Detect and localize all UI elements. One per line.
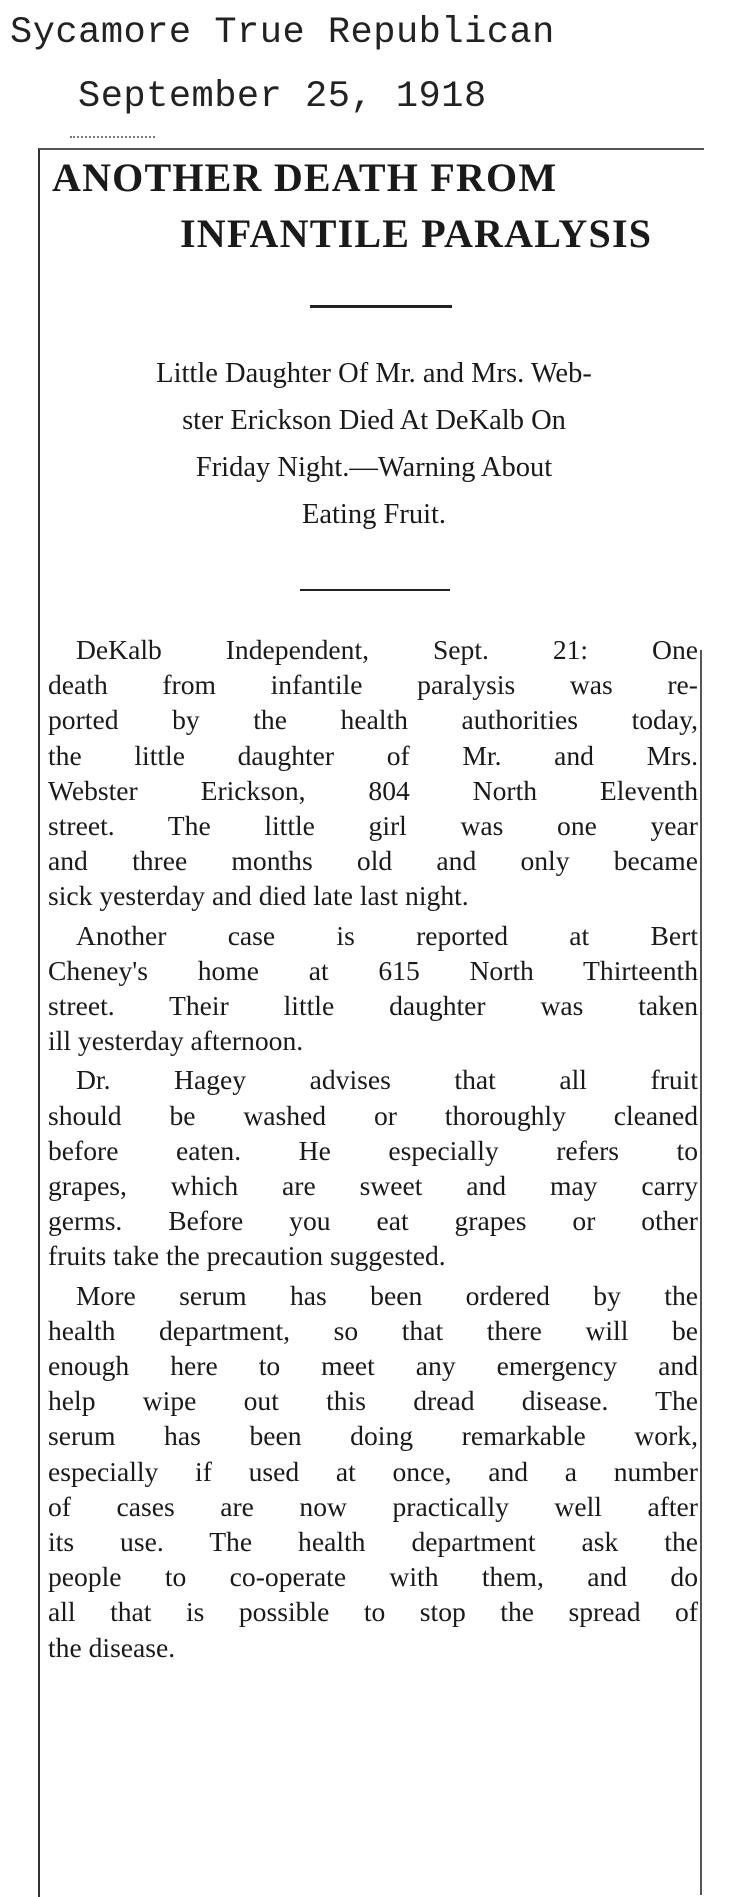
body-line: sick yesterday and died late last night. (48, 880, 469, 912)
body-line: Cheney's home at 615 North Thirteenth (48, 954, 698, 986)
body-line: before eaten. He especially refers to (48, 1134, 698, 1166)
body-line: of cases are now practically well after (48, 1490, 698, 1522)
subhead-rule (300, 589, 450, 591)
clipping-border-right (700, 650, 702, 1895)
body-line: germs. Before you eat grapes or other (48, 1205, 698, 1237)
paragraph-1 (48, 632, 698, 914)
headline-line-2: INFANTILE PARALYSIS (180, 211, 653, 256)
body-line: Another case is reported at Bert (76, 919, 698, 951)
article-headline (52, 150, 712, 262)
body-line: health department, so that there will be (48, 1314, 698, 1346)
body-line: street. The little girl was one year (48, 810, 698, 842)
subhead-line: Eating Fruit. (301, 499, 447, 530)
body-line: death from infantile paralysis was re- (48, 669, 698, 701)
body-line: and three months old and only became (48, 845, 698, 877)
body-line: help wipe out this dread disease. The (48, 1385, 698, 1417)
body-line: More serum has been ordered by the (76, 1279, 698, 1311)
subhead-line: ster Erickson Died At DeKalb On (182, 405, 566, 436)
body-line: ill yesterday afternoon. (48, 1025, 304, 1057)
publication-name: Sycamore True Republican (10, 12, 555, 54)
body-line: ported by the health authorities today, (48, 704, 698, 736)
body-line: DeKalb Independent, Sept. 21: One (76, 634, 698, 665)
dotted-divider (70, 136, 155, 138)
headline-rule (310, 305, 452, 308)
body-line: serum has been doing remarkable work, (48, 1420, 698, 1452)
body-line: the little daughter of Mr. and Mrs. (48, 739, 698, 771)
subhead-line: Little Daughter Of Mr. and Mrs. Web- (156, 358, 592, 389)
body-line: Webster Erickson, 804 North Eleventh (48, 774, 698, 806)
body-line: grapes, which are sweet and may carry (48, 1170, 698, 1202)
paragraph-3 (48, 1062, 698, 1273)
body-line: the disease. (48, 1631, 176, 1663)
body-line: all that is possible to stop the spread of (48, 1596, 698, 1628)
subhead-line: Friday Night.—Warning About (195, 452, 553, 483)
body-line: should be washed or thoroughly cleaned (48, 1099, 698, 1131)
body-line: Dr. Hagey advises that all fruit (76, 1064, 698, 1096)
article-body (48, 632, 698, 1669)
masthead (0, 0, 745, 138)
body-line: people to co-operate with them, and do (48, 1561, 698, 1593)
headline-line-1: ANOTHER DEATH FROM (52, 155, 558, 200)
paragraph-2 (48, 918, 698, 1059)
body-line: especially if used at once, and a number (48, 1455, 698, 1487)
article-subhead (44, 350, 704, 538)
body-line: enough here to meet any emergency and (48, 1350, 698, 1382)
body-line: street. Their little daughter was taken (48, 990, 698, 1022)
body-line: fruits take the precaution suggested. (48, 1240, 446, 1272)
paragraph-4 (48, 1278, 698, 1665)
publication-date: September 25, 1918 (78, 76, 487, 118)
body-line: its use. The health department ask the (48, 1526, 698, 1558)
